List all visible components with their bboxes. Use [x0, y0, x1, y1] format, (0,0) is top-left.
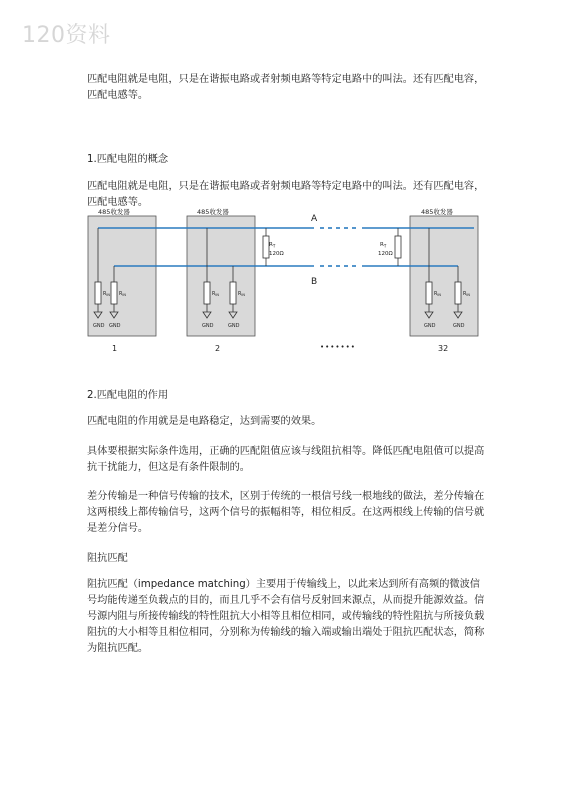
gnd-label: GND — [453, 323, 465, 329]
svg-text:RIN: $R_{IN}$ — [463, 292, 470, 298]
svg-text:RT: $R_T$ — [269, 242, 276, 249]
section3-title: 阻抗匹配 — [87, 553, 128, 564]
transceiver-box-2 — [187, 216, 255, 336]
transceiver-label-2: 485收发器 — [197, 208, 229, 216]
gnd-label: GND — [228, 323, 240, 329]
transceiver-box-32 — [410, 216, 478, 336]
gnd-label: GND — [109, 323, 121, 329]
gnd-label: GND — [202, 323, 214, 329]
rs485-circuit-diagram — [84, 206, 486, 360]
section2-title: 2.匹配电阻的作用 — [87, 390, 169, 401]
watermark: 120资料 — [22, 23, 111, 48]
svg-text:RIN: $R_{IN}$ — [212, 292, 219, 298]
termination-resistor-node32 — [378, 228, 401, 266]
section1-title: 1.匹配电阻的概念 — [87, 154, 169, 165]
node-number-2: 2 — [215, 344, 221, 353]
svg-text:RIN: $R_{IN}$ — [103, 292, 110, 298]
section2-paragraph-2: 具体要根据实际条件选用，正确的匹配阻值应该与线阻抗相等。降低匹配电阻值可以提高抗干扰能力，但这是有条件限制的。 — [87, 446, 485, 473]
node-ellipsis: ••••••• — [320, 343, 356, 351]
transceiver-label-32: 485收发器 — [421, 208, 453, 216]
section3-body: 阻抗匹配（impedance matching）主要用于传输线上，以此来达到所有高频的微波信号均能传递至负载点的目的，而且几乎不会有信号反射回来源点，从而提升能源效益。信号源内阻与所接传输线的特性阻抗大小相等且相位相同，或传输线的特性阻抗与所接负载阻抗的大小相等且相位相同，分别称为传输线的输入端或输出端处于阻抗匹配状态，简称为阻抗匹配。 — [87, 579, 485, 654]
section2-paragraph-3: 差分传输是一种信号传输的技术，区别于传统的一根信号线一根地线的做法，差分传输在这两根线上都传输信号，这两个信号的振幅相等，相位相反。在这两根线上传输的信号就是差分信号。 — [87, 491, 485, 534]
transceiver-label-1: 485收发器 — [98, 208, 130, 216]
section2-paragraph-1: 匹配电阻的作用就是是电路稳定，达到需要的效果。 — [87, 416, 322, 427]
svg-text:RT: $R_T$ — [380, 242, 387, 249]
section1-body: 匹配电阻就是电阻，只是在谐振电路或者射频电路等特定电路中的叫法。还有匹配电容，匹配电感等。 — [87, 181, 485, 208]
svg-text:120Ω: 120Ω — [269, 251, 284, 257]
svg-text:RIN: $R_{IN}$ — [119, 292, 126, 298]
intro-paragraph: 匹配电阻就是电阻，只是在谐振电路或者射频电路等特定电路中的叫法。还有匹配电容，匹配电感等。 — [87, 74, 485, 101]
bus-label-a: A — [311, 214, 318, 224]
bus-label-b: B — [311, 277, 318, 287]
svg-text:RIN: $R_{IN}$ — [434, 292, 441, 298]
gnd-label: GND — [424, 323, 436, 329]
gnd-label: GND — [93, 323, 105, 329]
svg-text:RIN: $R_{IN}$ — [238, 292, 245, 298]
node-number-32: 32 — [438, 344, 449, 353]
svg-text:120Ω: 120Ω — [378, 251, 393, 257]
termination-resistor-node2 — [263, 228, 284, 266]
node-number-1: 1 — [112, 344, 118, 353]
